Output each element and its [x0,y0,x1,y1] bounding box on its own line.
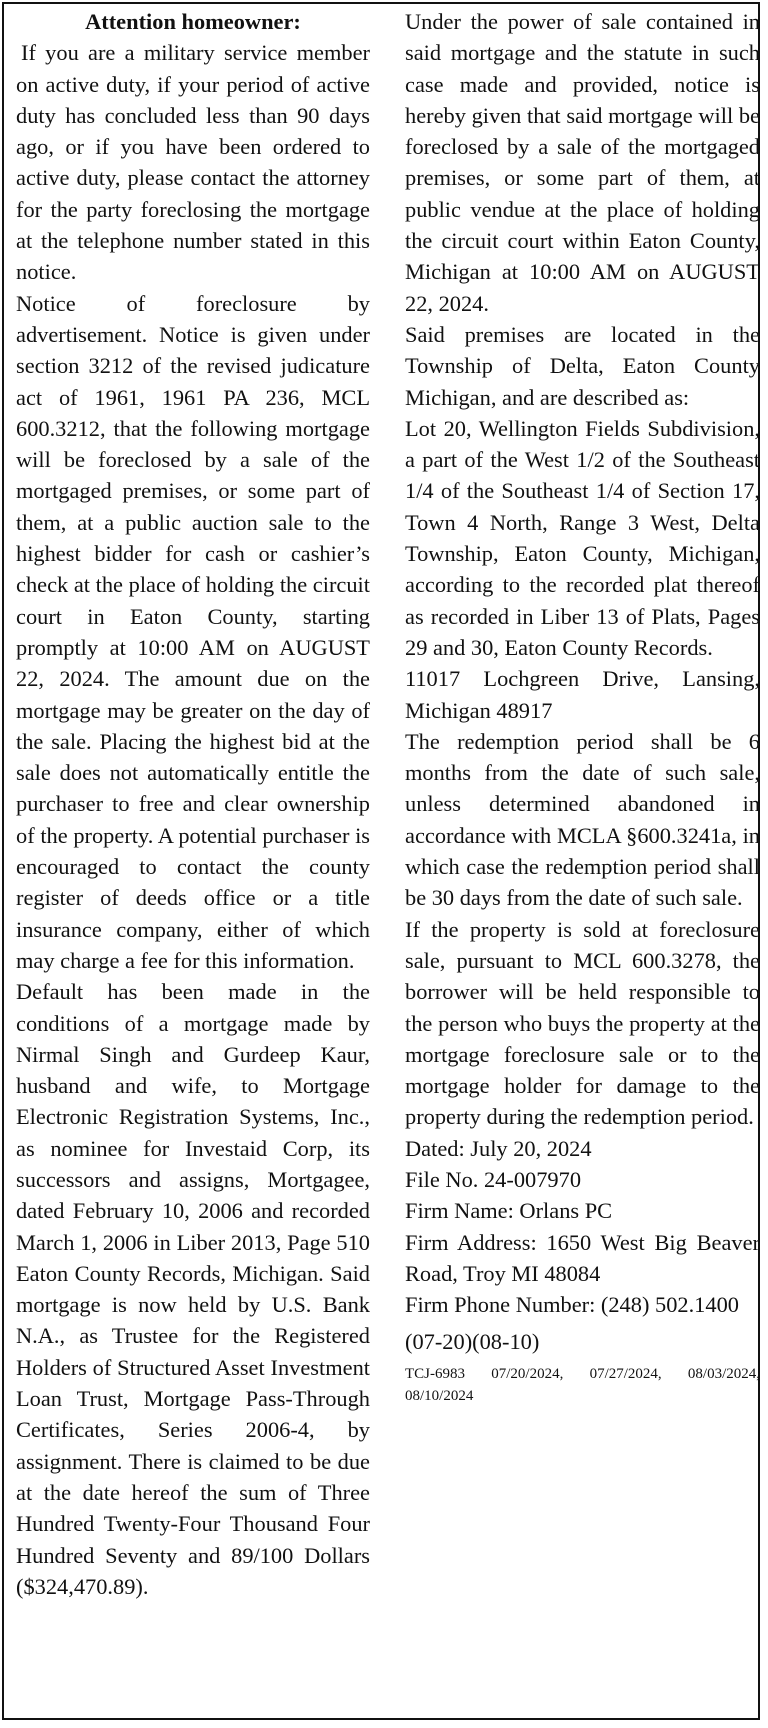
firm-name-line: Firm Name: Orlans PC [405,1198,613,1224]
premises-location-paragraph: Said premises are located in the Township of Delta, Eaton County Michigan, and are described as: [405,321,760,410]
legal-notice [2,2,760,1720]
file-number-line: File No. 24-007970 [405,1166,582,1192]
military-paragraph: If you are a military service member on active duty, if your period of active duty has concluded less than 90 days ago, or if you have been ordered to active duty, please contact the attorney for the party foreclosing the mortgage at the telephone number stated in this notice. [16,40,370,285]
borrower-liability-paragraph: If the property is sold at foreclosure sale, pursuant to MCL 600.3278, the borrower will be held responsible to the person who buys the property at the mortgage foreclosure sale or to the mortgage holder for damage to the property during the redemption period. [405,916,760,1130]
legal-description-paragraph: Lot 20, Wellington Fields Subdivision, a part of the West 1/2 of the Southeast 1/4 of the Southeast 1/4 of Section 17, Town 4 North, Range 3 West, Delta Township, Eaton County, Michigan, according to the recorded plat thereof as recorded in Liber 13 of Plats, Pages 29 and 30, Eaton County Records. [405,415,760,660]
foreclosure-notice-paragraph: Notice of foreclosure by advertisement. Notice is given under section 3212 of the revised judicature act of 1961, 1961 PA 236, MCL 600.3212, that the following mortgage will be foreclosed by a sale of the mortgaged premises, or some part of them, at a public auction sale to the highest bidder for cash or cashier’s check at the place of holding the circuit court in Eaton County, starting promptly at 10:00 AM on AUGUST 22, 2024. The amount due on the mortgage may be greater on the day of the sale. Placing the highest bid at the sale does not automatically entitle the purchaser to free and clear ownership of the property. A potential purchaser is encouraged to contact the county register of deeds office or a title insurance company, either of which may charge a fee for this information. [16,290,370,973]
right-column [405,6,760,1407]
power-of-sale-paragraph: Under the power of sale contained in said mortgage and the statute in such case made and provided, notice is hereby given that said mortgage will be foreclosed by a sale of the mortgaged premises, or some part of them, at public vendue at the place of holding the circuit court within Eaton County, Michigan at 10:00 AM on AUGUST 22, 2024. [405,9,760,316]
firm-phone-line: Firm Phone Number: (248) 502.1400 [405,1292,739,1318]
run-info: TCJ-6983 07/20/2024, 07/27/2024, 08/03/2024, 08/10/2024 [405,1365,760,1404]
redemption-paragraph: The redemption period shall be 6 months from the date of such sale, unless determined abandoned in accordance with MCLA §600.3241a, in which case the redemption period shall be 30 days from the date of such sale. [405,728,760,911]
firm-address-line: Firm Address: 1650 West Big Beaver Road, Troy MI 48084 [405,1229,760,1286]
property-address: 11017 Lochgreen Drive, Lansing, Michigan 48917 [405,666,760,723]
dated-line: Dated: July 20, 2024 [405,1135,592,1161]
default-paragraph: Default has been made in the conditions of a mortgage made by Nirmal Singh and Gurdeep Kaur, husband and wife, to Mortgage Electronic Registration Systems, Inc., as nominee for Investaid Corp, its successors and assigns, Mortgagee, dated February 10, 2006 and recorded March 1, 2006 in Liber 2013, Page 510 Eaton County Records, Michigan. Said mortgage is now held by U.S. Bank N.A., as Trustee for the Registered Holders of Structured Asset Investment Loan Trust, Mortgage Pass-Through Certificates, Series 2006-4, by assignment. There is claimed to be due at the date hereof the sum of Three Hundred Twenty-Four Thousand Four Hundred Seventy and 89/100 Dollars ($324,470.89). [16,979,370,1599]
publication-dates: (07-20)(08-10) [405,1329,540,1355]
left-column [16,6,370,1602]
notice-heading: Attention homeowner: [85,9,301,34]
